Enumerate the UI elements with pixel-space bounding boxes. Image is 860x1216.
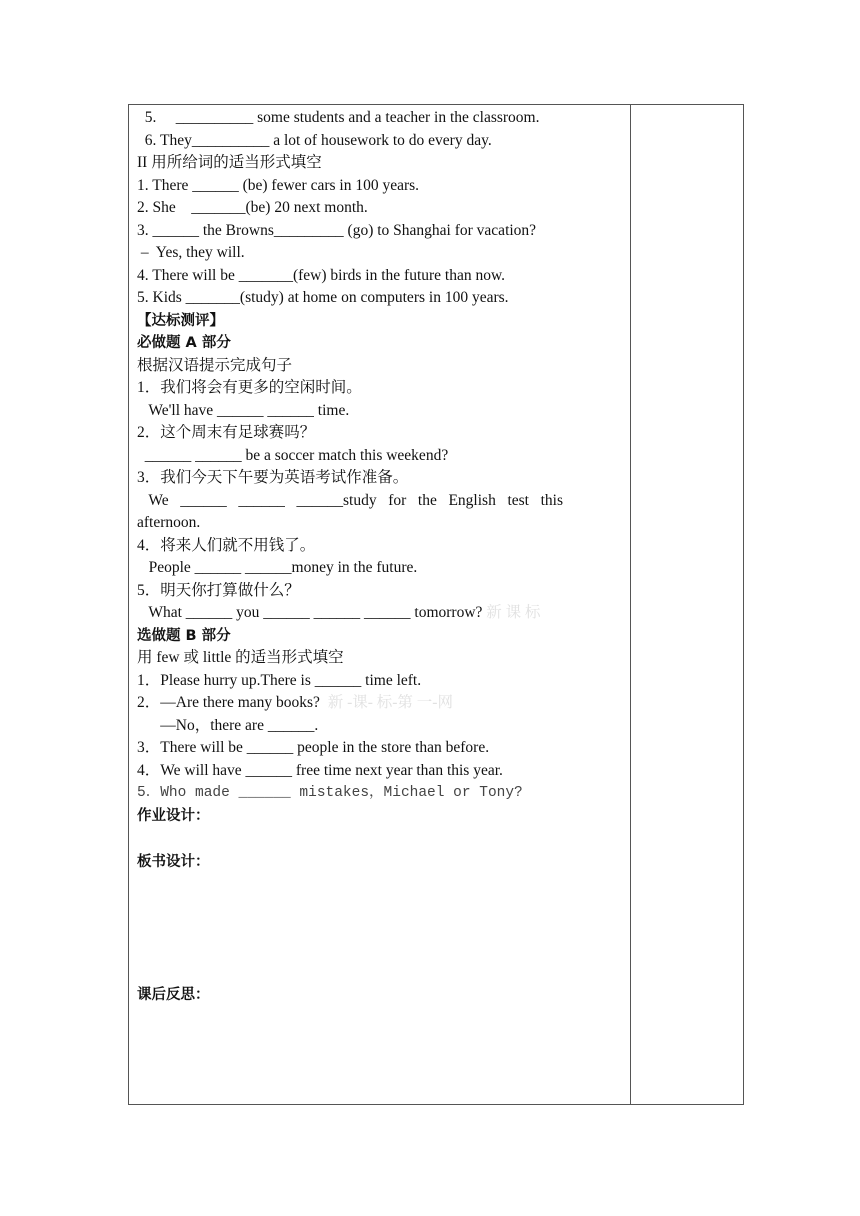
- watermark-text: 新 课 标: [486, 604, 545, 621]
- exercise-line: 3．我们今天下午要为英语考试作准备。: [137, 469, 409, 486]
- exercise-line: 1．Please hurry up.There is ______ time left.: [137, 671, 422, 689]
- board-heading: 板书设计：: [137, 854, 210, 870]
- exercise-line: 5. __________ some students and a teacher in the classroom.: [137, 109, 540, 126]
- exercise-line: 1．我们将会有更多的空闲时间。: [137, 379, 362, 396]
- exercise-line: ______ ______ be a soccer match this weekend?: [137, 446, 449, 464]
- exercise-text: What ______ you ______ ______ ______ tomorrow?: [137, 604, 487, 621]
- exercise-line: 5．Who made ______ mistakes，Michael or Tony?: [137, 785, 523, 801]
- exercise-line: 2．这个周末有足球赛吗？: [137, 424, 316, 441]
- watermark-text: 新 -课- 标-第 一-网: [327, 694, 453, 711]
- section-two-title: II 用所给词的适当形式填空: [137, 154, 322, 171]
- exercise-line: 1. There ______ (be) fewer cars in 100 years.: [137, 176, 420, 194]
- part-a-instruction: 根据汉语提示完成句子: [137, 356, 293, 374]
- exercise-line: – Yes, they will.: [137, 244, 245, 261]
- exercise-line: 5. Kids _______(study) at home on computers in 100 years.: [137, 289, 509, 306]
- exercise-line: 2. She _______(be) 20 next month.: [137, 199, 368, 216]
- homework-heading: 作业设计：: [137, 807, 210, 824]
- main-cell: [137, 107, 625, 1006]
- exercise-line: [137, 692, 625, 715]
- exercise-line: 5．明天你打算做什么？: [137, 581, 300, 599]
- exercise-line: People ______ ______money in the future.: [137, 559, 418, 576]
- exercise-line: 4. There will be _______(few) birds in the future than now.: [137, 266, 506, 284]
- lesson-table: [128, 104, 744, 1105]
- column-divider: [630, 105, 631, 1104]
- exercise-text: 2．—Are there many books?: [137, 694, 328, 711]
- exercise-line: 3. ______ the Browns_________ (go) to Shanghai for vacation?: [137, 221, 537, 239]
- exercise-line: [137, 602, 625, 625]
- exercise-line: 3．There will be ______ people in the store than before.: [137, 739, 490, 756]
- exercise-line: 6. They__________ a lot of housework to do every day.: [137, 131, 492, 149]
- part-b-instruction: 用 few 或 little 的适当形式填空: [137, 649, 344, 666]
- part-a-heading: 必做题 A 部分: [137, 335, 231, 351]
- assessment-heading: 【达标测评】: [137, 312, 224, 329]
- reflection-heading: 课后反思：: [137, 986, 210, 1003]
- exercise-line: We'll have ______ ______ time.: [137, 401, 350, 419]
- exercise-line: 4．We will have ______ free time next year than this year.: [137, 761, 503, 779]
- part-b-heading: 选做题 B 部分: [137, 627, 231, 644]
- exercise-line: We ______ ______ ______study for the English test this: [137, 491, 563, 509]
- exercise-line: 4．将来人们就不用钱了。: [137, 536, 316, 554]
- exercise-line: afternoon.: [137, 514, 201, 531]
- exercise-line: —No，there are ______.: [137, 716, 319, 734]
